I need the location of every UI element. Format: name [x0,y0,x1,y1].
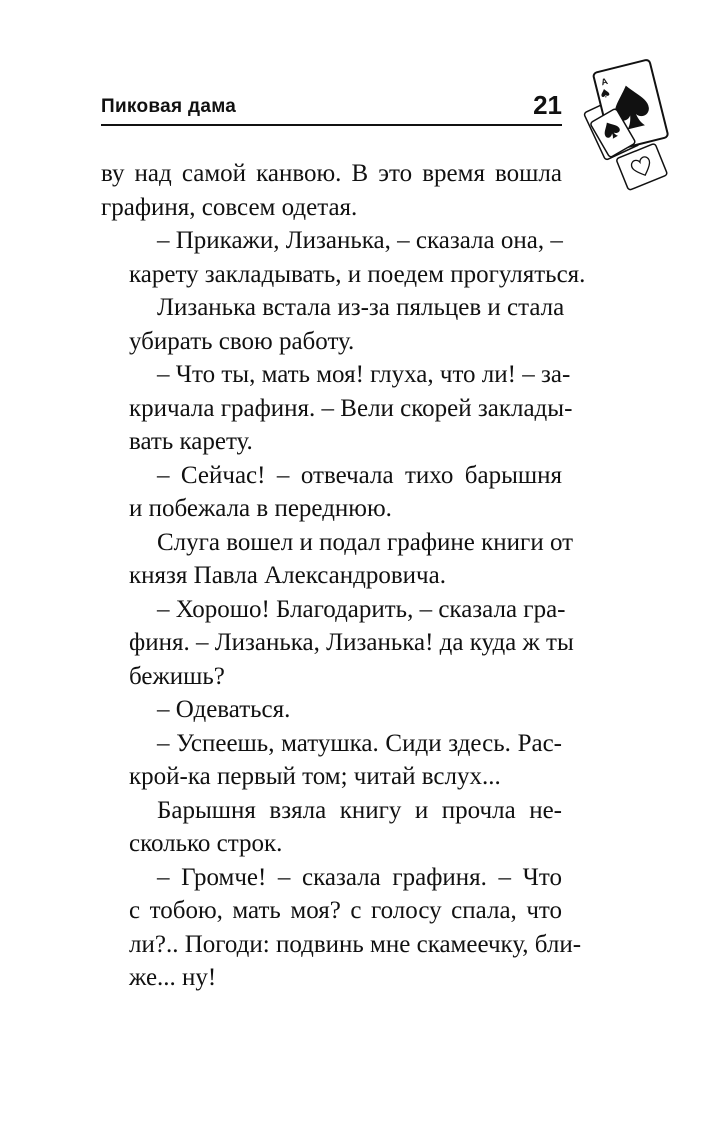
text-line: графиня, совсем одетая. [101,193,358,221]
svg-text:A: A [600,76,609,88]
paragraph [101,526,574,593]
text-line: Слуга вошел и подал графине книги от [157,528,574,556]
paragraph [101,358,573,459]
text-line: карету закладывать, и поедем прогуляться. [129,260,586,288]
text-line: Барышня взяла книгу и прочла не- [157,796,562,824]
text-line: ву над самой канвою. В это время вошла [101,160,562,187]
text-line: финя. – Лизанька, Лизанька! да куда ж ты [129,629,574,656]
book-title: Пиковая дама [101,96,237,117]
paragraph [101,291,565,358]
body-text [101,157,586,995]
text-line: – Громче! – сказала графиня. – Что [157,863,562,891]
text-line: же... ну! [129,964,217,991]
paragraph [101,593,574,694]
text-line: князя Павла Александровича. [129,562,446,589]
text-line: Лизанька встала из-за пяльцев и стала [157,294,565,321]
text-line: – Одеваться. [157,696,291,723]
text-line: ли?.. Погоди: подвинь мне скамеечку, бли- [129,930,582,958]
text-line: с тобою, мать моя? с голосу спала, что [129,897,562,924]
text-line: бежишь? [129,662,225,690]
page-number: 21 [533,90,562,120]
paragraph [101,224,586,291]
paragraph [101,861,582,995]
text-line: – Прикажи, Лизанька, – сказала она, – [157,227,563,254]
text-line: – Хорошо! Благодарить, – сказала гра- [157,595,566,623]
text-line: – Сейчас! – отвечала тихо барышня [157,461,562,489]
running-header [101,90,562,126]
text-line: убирать свою работу. [129,327,355,355]
text-line: сколько строк. [129,830,283,857]
paragraph [101,693,562,727]
text-line: – Что ты, мать моя! глуха, что ли! – за- [157,361,571,388]
text-line: кричала графиня. – Вели скорей заклады- [129,394,573,422]
paragraph [101,157,562,224]
text-line: и побежала в переднюю. [129,495,392,522]
playing-cards-icon [572,52,682,192]
paragraph [101,794,562,861]
paragraph [101,459,562,526]
paragraph [101,727,562,794]
text-line: крой-ка первый том; читай вслух... [129,763,501,790]
text-line: вать карету. [129,428,253,455]
text-line: – Успеешь, матушка. Сиди здесь. Рас- [157,729,562,757]
